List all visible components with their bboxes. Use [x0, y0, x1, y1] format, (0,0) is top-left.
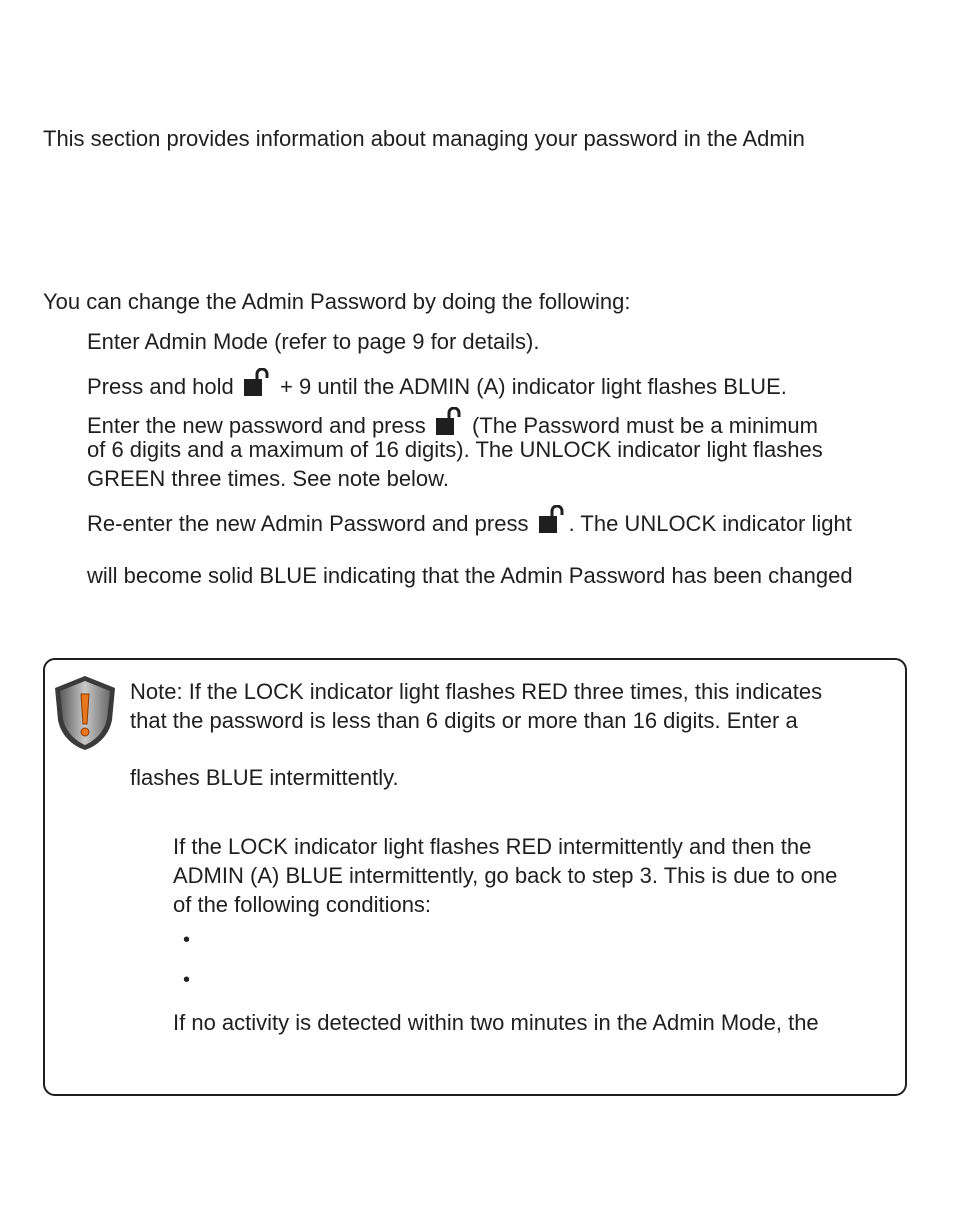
step-2	[87, 368, 787, 401]
note-sub-line-1: If the LOCK indicator light flashes RED intermittently and then the	[173, 834, 812, 859]
bullet-2: •	[183, 969, 191, 991]
step-4-line-1	[87, 505, 852, 538]
step-4-line-2: will become solid BLUE indicating that the Admin Password has been changed	[87, 563, 853, 588]
note-line-3: flashes BLUE intermittently.	[130, 765, 399, 790]
note-sub-line-2: ADMIN (A) BLUE intermittently, go back to step 3. This is due to one	[173, 863, 838, 888]
step-2-text-b: + 9 until the ADMIN (A) indicator light flashes BLUE.	[280, 374, 787, 399]
unlock-icon	[242, 368, 272, 398]
step-1: Enter Admin Mode (refer to page 9 for details).	[87, 329, 540, 354]
step-3-text-b: (The Password must be a minimum	[472, 413, 818, 438]
intro-text: This section provides information about managing your password in the Admin	[43, 126, 805, 151]
warning-shield-icon	[52, 674, 118, 752]
step-2-text-a: Press and hold	[87, 374, 234, 399]
change-intro: You can change the Admin Password by doing the following:	[43, 289, 631, 314]
note-sub-line-3: of the following conditions:	[173, 892, 432, 917]
step-4-text-a: Re-enter the new Admin Password and press	[87, 511, 529, 536]
step-4-text-b: . The UNLOCK indicator light	[568, 511, 852, 536]
note-final-line: If no activity is detected within two minutes in the Admin Mode, the	[173, 1010, 819, 1035]
step-3-line-3: GREEN three times. See note below.	[87, 466, 449, 491]
note-line-1: Note: If the LOCK indicator light flashes RED three times, this indicates	[130, 679, 823, 704]
step-3-line-2: of 6 digits and a maximum of 16 digits). The UNLOCK indicator light flashes	[87, 437, 823, 462]
unlock-icon	[537, 505, 567, 535]
bullet-1: •	[183, 929, 191, 951]
unlock-icon	[434, 407, 464, 437]
note-line-2: that the password is less than 6 digits or more than 16 digits. Enter a	[130, 708, 798, 733]
step-3-text-a: Enter the new password and press	[87, 413, 426, 438]
